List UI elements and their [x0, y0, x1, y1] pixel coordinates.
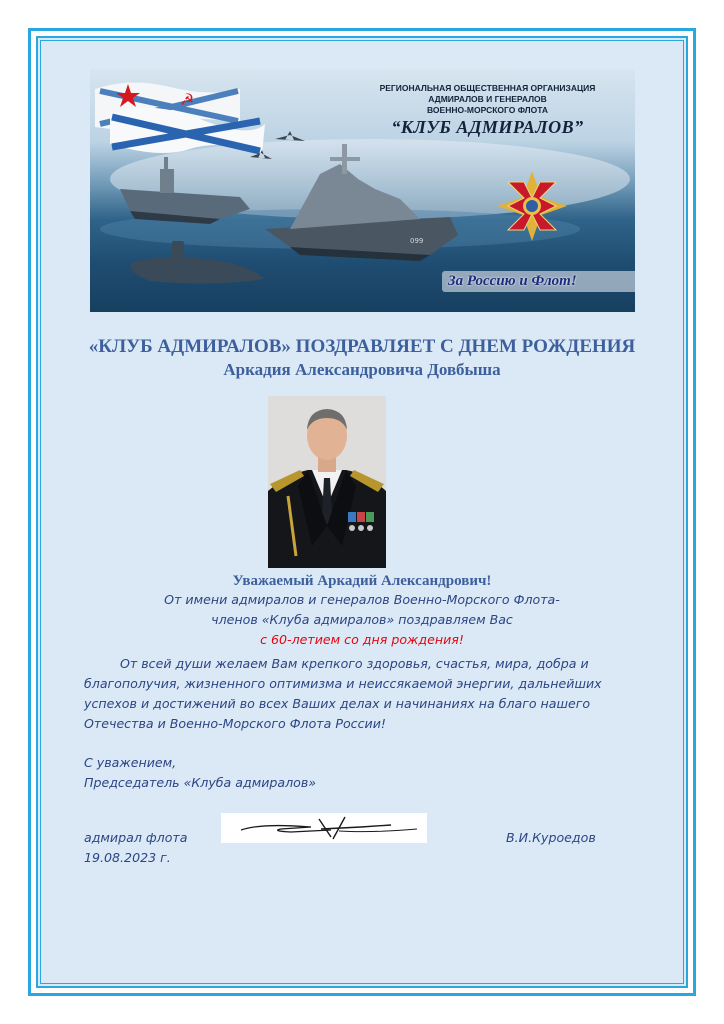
signer-rank: адмирал флота	[84, 830, 188, 845]
flag-icon	[95, 82, 265, 154]
wish-line-2: благополучия, жизненного оптимизма и неиссякаемой энергии, дальнейших	[84, 676, 602, 691]
organization-title	[345, 83, 630, 138]
svg-text:099: 099	[410, 237, 424, 245]
signer-name: В.И.Куроедов	[506, 830, 596, 845]
org-line-1: РЕГИОНАЛЬНАЯ ОБЩЕСТВЕННАЯ ОРГАНИЗАЦИЯ	[379, 83, 596, 93]
occasion-line: с 60-летием со дня рождения!	[260, 632, 464, 647]
honoree-name: Аркадия Александровича Довбыша	[223, 360, 501, 379]
motto: За Россию и Флот!	[442, 271, 635, 292]
signature	[221, 813, 427, 843]
portrait-photo	[268, 396, 386, 568]
club-name: “КЛУБ АДМИРАЛОВ”	[391, 117, 584, 137]
letter-date: 19.08.2023 г.	[84, 850, 171, 865]
regards: С уважением,	[84, 755, 177, 770]
portrait-icon	[268, 396, 386, 568]
svg-text:☭: ☭	[180, 90, 195, 109]
chairman-position: Председатель «Клуба адмиралов»	[84, 775, 317, 790]
greeting: Уважаемый Аркадий Александрович!	[232, 573, 492, 589]
wish-line-3: успехов и достижений во всех Ваших делах и начинаниях на благо нашего	[84, 696, 591, 711]
org-line-3: ВОЕННО-МОРСКОГО ФЛОТА	[427, 105, 548, 115]
wish-line-1: От всей души желаем Вам крепкого здоровья, счастья, мира, добра и	[120, 656, 589, 671]
signature-icon	[221, 813, 427, 843]
letter-line-1: От имени адмиралов и генералов Военно-Морского Флота-	[164, 592, 560, 607]
wish-line-4: Отечества и Военно-Морского Флота России!	[84, 716, 386, 731]
submarine-icon	[130, 241, 265, 284]
page-title: «КЛУБ АДМИРАЛОВ» ПОЗДРАВЛЯЕТ С ДНЕМ РОЖДЕНИЯ	[88, 336, 636, 357]
order-star-icon	[497, 171, 567, 241]
header-banner	[90, 69, 635, 312]
org-line-2: АДМИРАЛОВ И ГЕНЕРАЛОВ	[428, 94, 547, 104]
letter-line-2: членов «Клуба адмиралов» поздравляем Вас	[211, 612, 513, 627]
